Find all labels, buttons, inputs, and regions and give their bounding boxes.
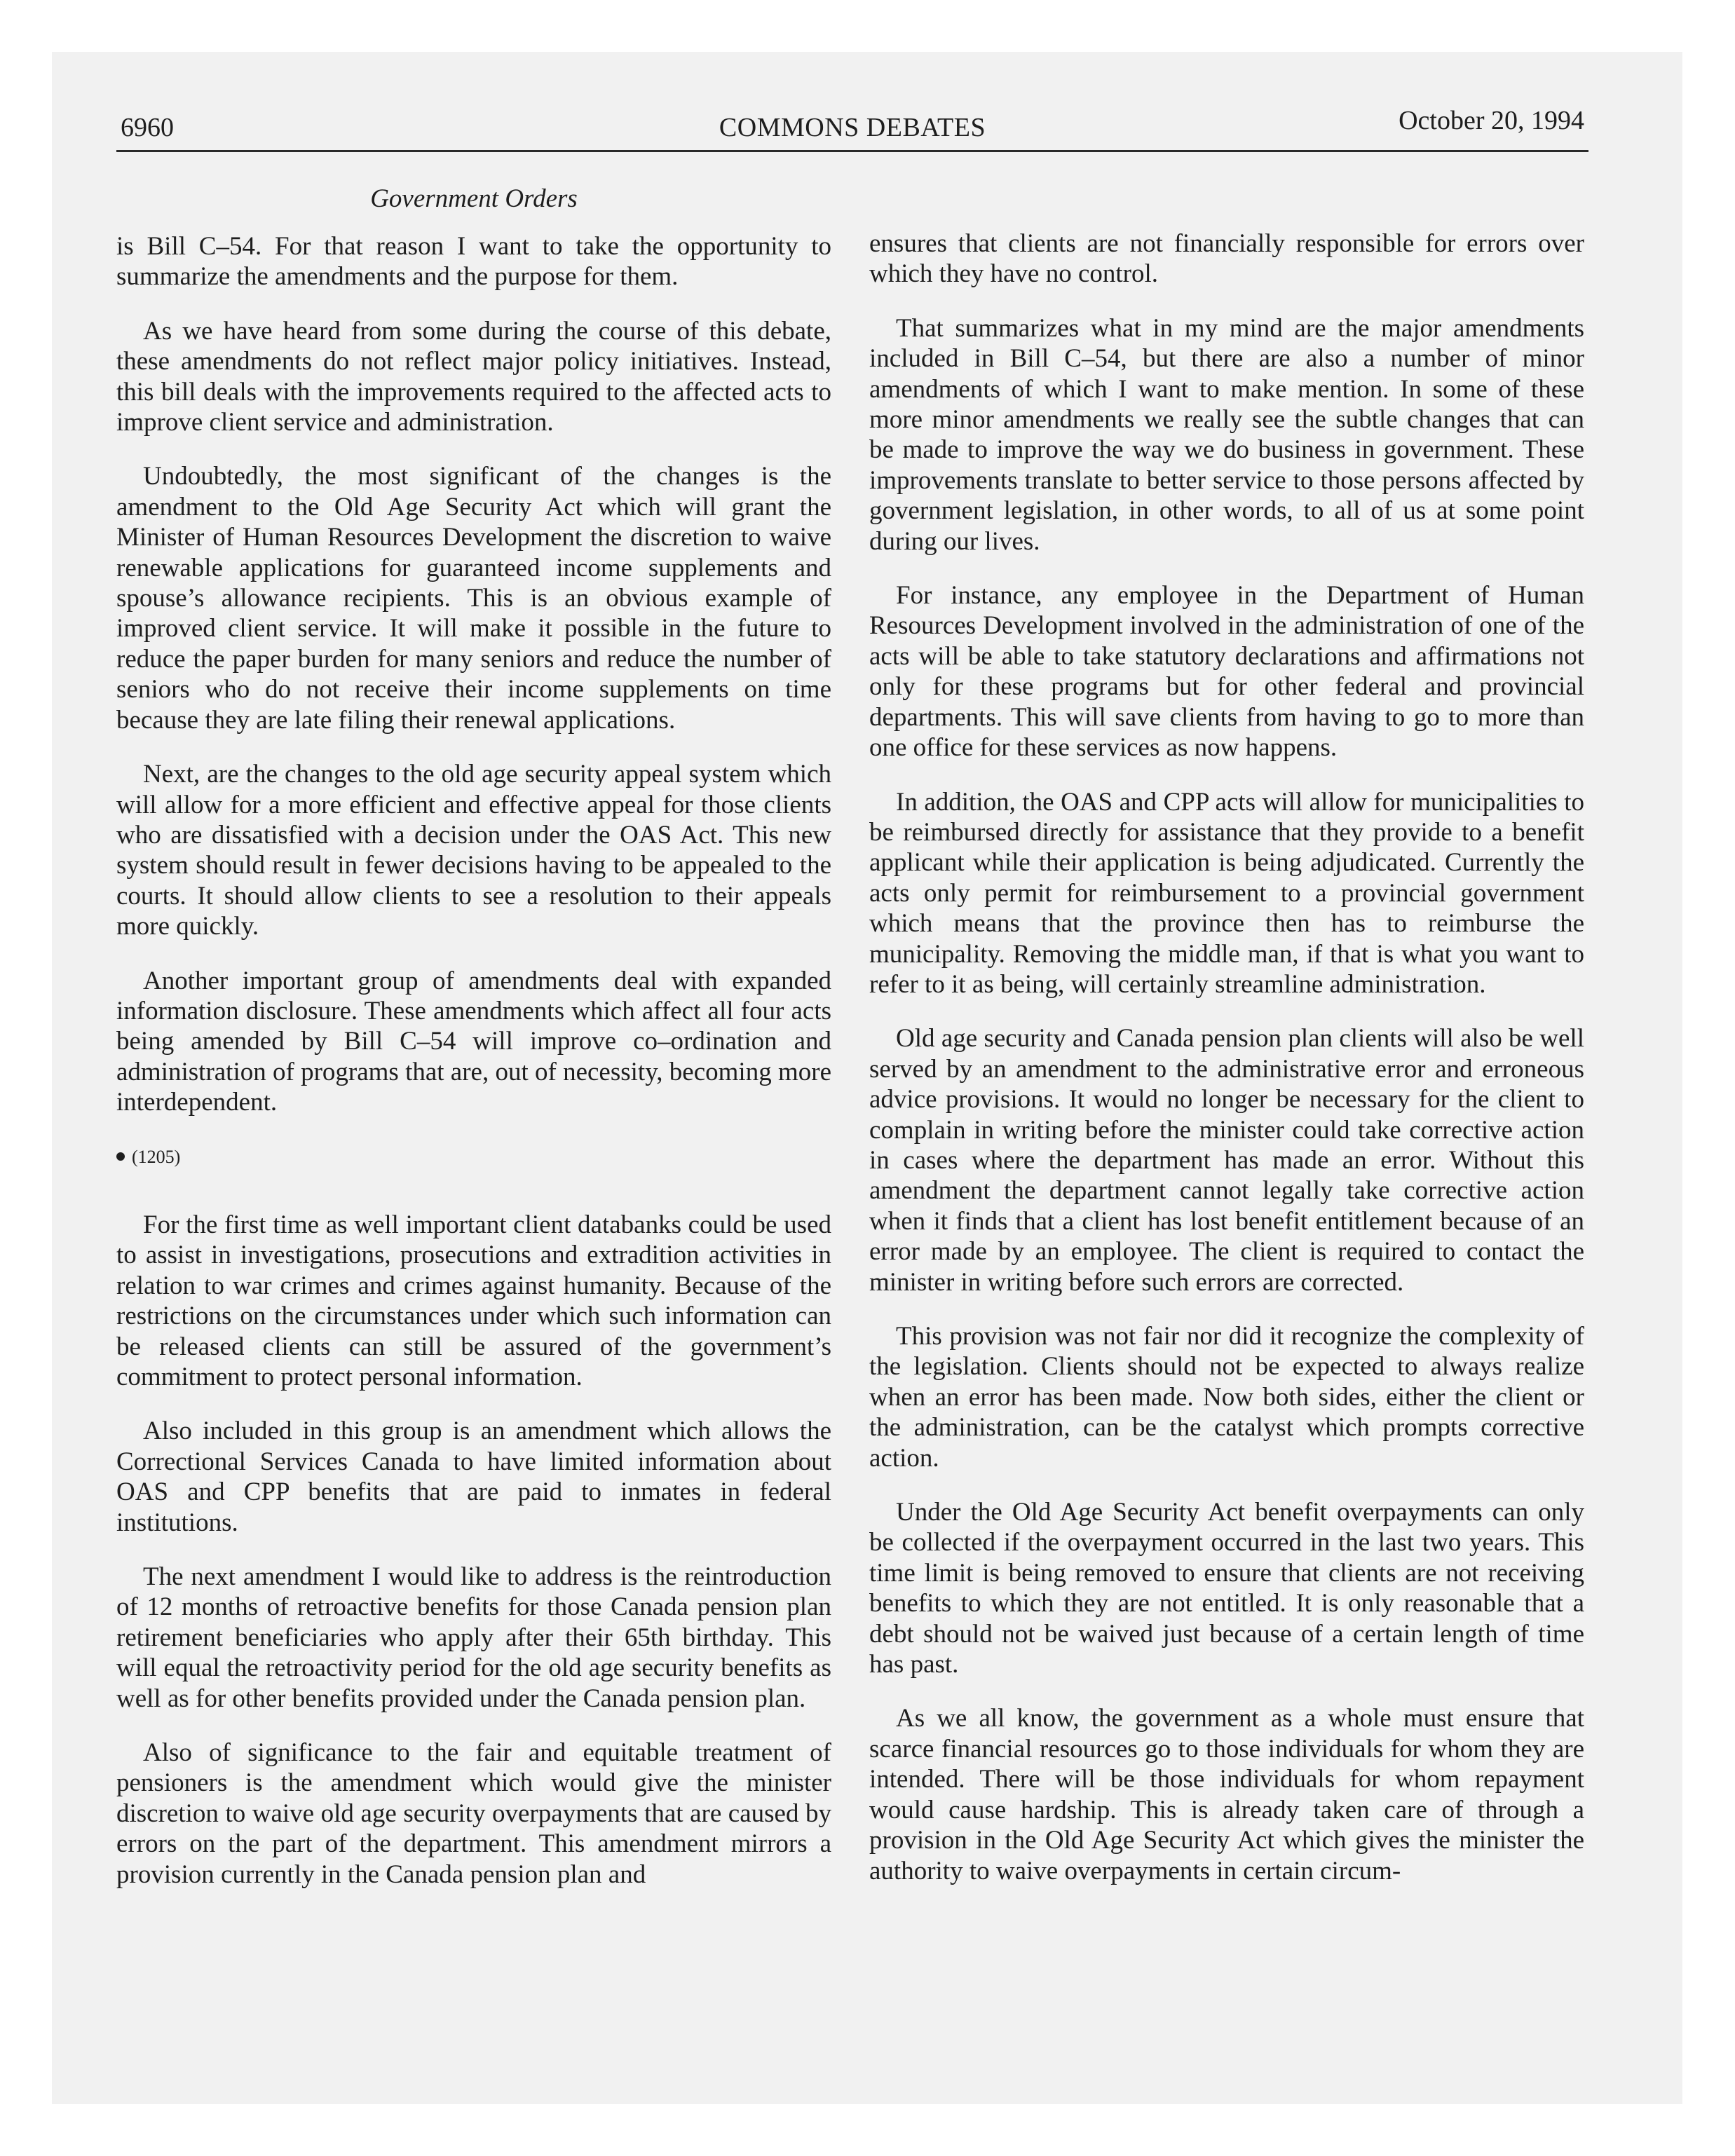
paragraph: In addition, the OAS and CPP acts will allow for municipalities to be reimbursed directly for assistance that they provide to a benefit applicant while their application is being adjudicated. Currently the acts only permit for reimbursement to a provincial government which means that the province then has to reimburse the municipality. Removing the middle man, if that is what you want to refer to it as being, will certainly streamline administration. [869, 787, 1584, 999]
time-marker-label: (1205) [132, 1146, 181, 1167]
right-column [869, 228, 1584, 1910]
paragraph: That summarizes what in my mind are the major amendments included in Bill C–54, but there are also a number of minor amendments of which I want to make mention. In some of these more minor amendments we really see the subtle changes that can be made to improve the way we do business in government. These improvements translate to better service to those persons affected by government legislation, in other words, to all of us at some point during our lives. [869, 313, 1584, 556]
page-header [116, 105, 1588, 149]
left-column [116, 231, 831, 1913]
paragraph: Old age security and Canada pension plan clients will also be well served by an amendment to the administrative error and erroneous advice provisions. It would no longer be necessary for the client to complain in writing before the minister could take corrective action in cases where the department has made an error. Without this amendment the department cannot legally take corrective action when it finds that a client has lost benefit entitlement because of an error made by an employee. The client is required to contact the minister in writing before such errors are corrected. [869, 1024, 1584, 1297]
paragraph: Also of significance to the fair and equitable treatment of pensioners is the amendment which would give the minister discretion to waive old age security overpayments that are caused by errors on the part of the department. This amendment mirrors a provision currently in the Canada pension plan and [116, 1738, 831, 1889]
paragraph: Under the Old Age Security Act benefit overpayments can only be collected if the overpayment occurred in the last two years. This time limit is being removed to ensure that clients are not receiving benefits to which they are not entitled. It is only reasonable that a debt should not be waived just because of a certain length of time has past. [869, 1498, 1584, 1679]
paragraph: Next, are the changes to the old age security appeal system which will allow for a more efficient and effective appeal for those clients who are dissatisfied with a decision under the OAS Act. This new system should result in fewer decisions having to be appealed to the courts. It should allow clients to see a resolution to their appeals more quickly. [116, 760, 831, 941]
paragraph: The next amendment I would like to address is the reintroduction of 12 months of retroactive benefits for those Canada pension plan retirement beneficiaries who apply after their 65th birthday. This will equal the retroactivity period for the old age security benefits as well as for other benefits provided under the Canada pension plan. [116, 1562, 831, 1713]
publication-title: COMMONS DEBATES [719, 113, 986, 142]
paragraph: ensures that clients are not financially responsible for errors over which they have no control. [869, 229, 1584, 289]
paragraph: As we have heard from some during the course of this debate, these amendments do not reflect major policy initiatives. Instead, this bill deals with the improvements required to the affected acts to improve client service and administration. [116, 316, 831, 437]
paragraph: For the first time as well important client databanks could be used to assist in investigations, prosecutions and extradition activities in relation to war crimes and crimes against humanity. Because of the restrictions on the circumstances under which such information can be released clients can still be assured of the government’s commitment to protect personal information. [116, 1210, 831, 1391]
paragraph: As we all know, the government as a whole must ensure that scarce financial resources go to those individuals for whom they are intended. There will be those individuals for whom repayment would cause hardship. This is already taken care of through a provision in the Old Age Security Act which gives the minister the authority to waive overpayments in certain circum- [869, 1704, 1584, 1885]
section-title: Government Orders [370, 184, 578, 213]
paragraph: Also included in this group is an amendment which allows the Correctional Services Canada to have limited information about OAS and CPP benefits that are paid to inmates in federal institutions. [116, 1417, 831, 1537]
paragraph: Undoubtedly, the most significant of the changes is the amendment to the Old Age Security Act which will grant the Minister of Human Resources Development the discretion to waive renewable applications for guaranteed income supplements and spouse’s allowance recipients. This is an obvious example of improved client service. It will make it possible in the future to reduce the paper burden for many seniors and reduce the number of seniors who do not receive their income supplements on time because they are late filing their renewal applications. [116, 462, 831, 735]
paragraph: is Bill C–54. For that reason I want to take the opportunity to summarize the amendments and the purpose for them. [116, 232, 831, 292]
time-marker [116, 1142, 831, 1172]
publication-date: October 20, 1994 [1399, 106, 1584, 135]
paragraph: For instance, any employee in the Department of Human Resources Development involved in the administration of one of the acts will be able to take statutory declarations and affirmations not only for these programs but for other federal and provincial departments. This will save clients from having to go to more than one office for these services as now happens. [869, 581, 1584, 763]
paragraph: Another important group of amendments deal with expanded information disclosure. These amendments which affect all four acts being amended by Bill C–54 will improve co–ordination and administration of programs that are, out of necessity, becoming more interdependent. [116, 966, 831, 1117]
bullet-icon [116, 1152, 125, 1161]
page-number: 6960 [121, 113, 174, 142]
paragraph: This provision was not fair nor did it recognize the complexity of the legislation. Clients should not be expected to always realize when an error has been made. Now both sides, either the client or the administration, can be the catalyst which prompts corrective action. [869, 1322, 1584, 1473]
header-rule [116, 150, 1588, 152]
